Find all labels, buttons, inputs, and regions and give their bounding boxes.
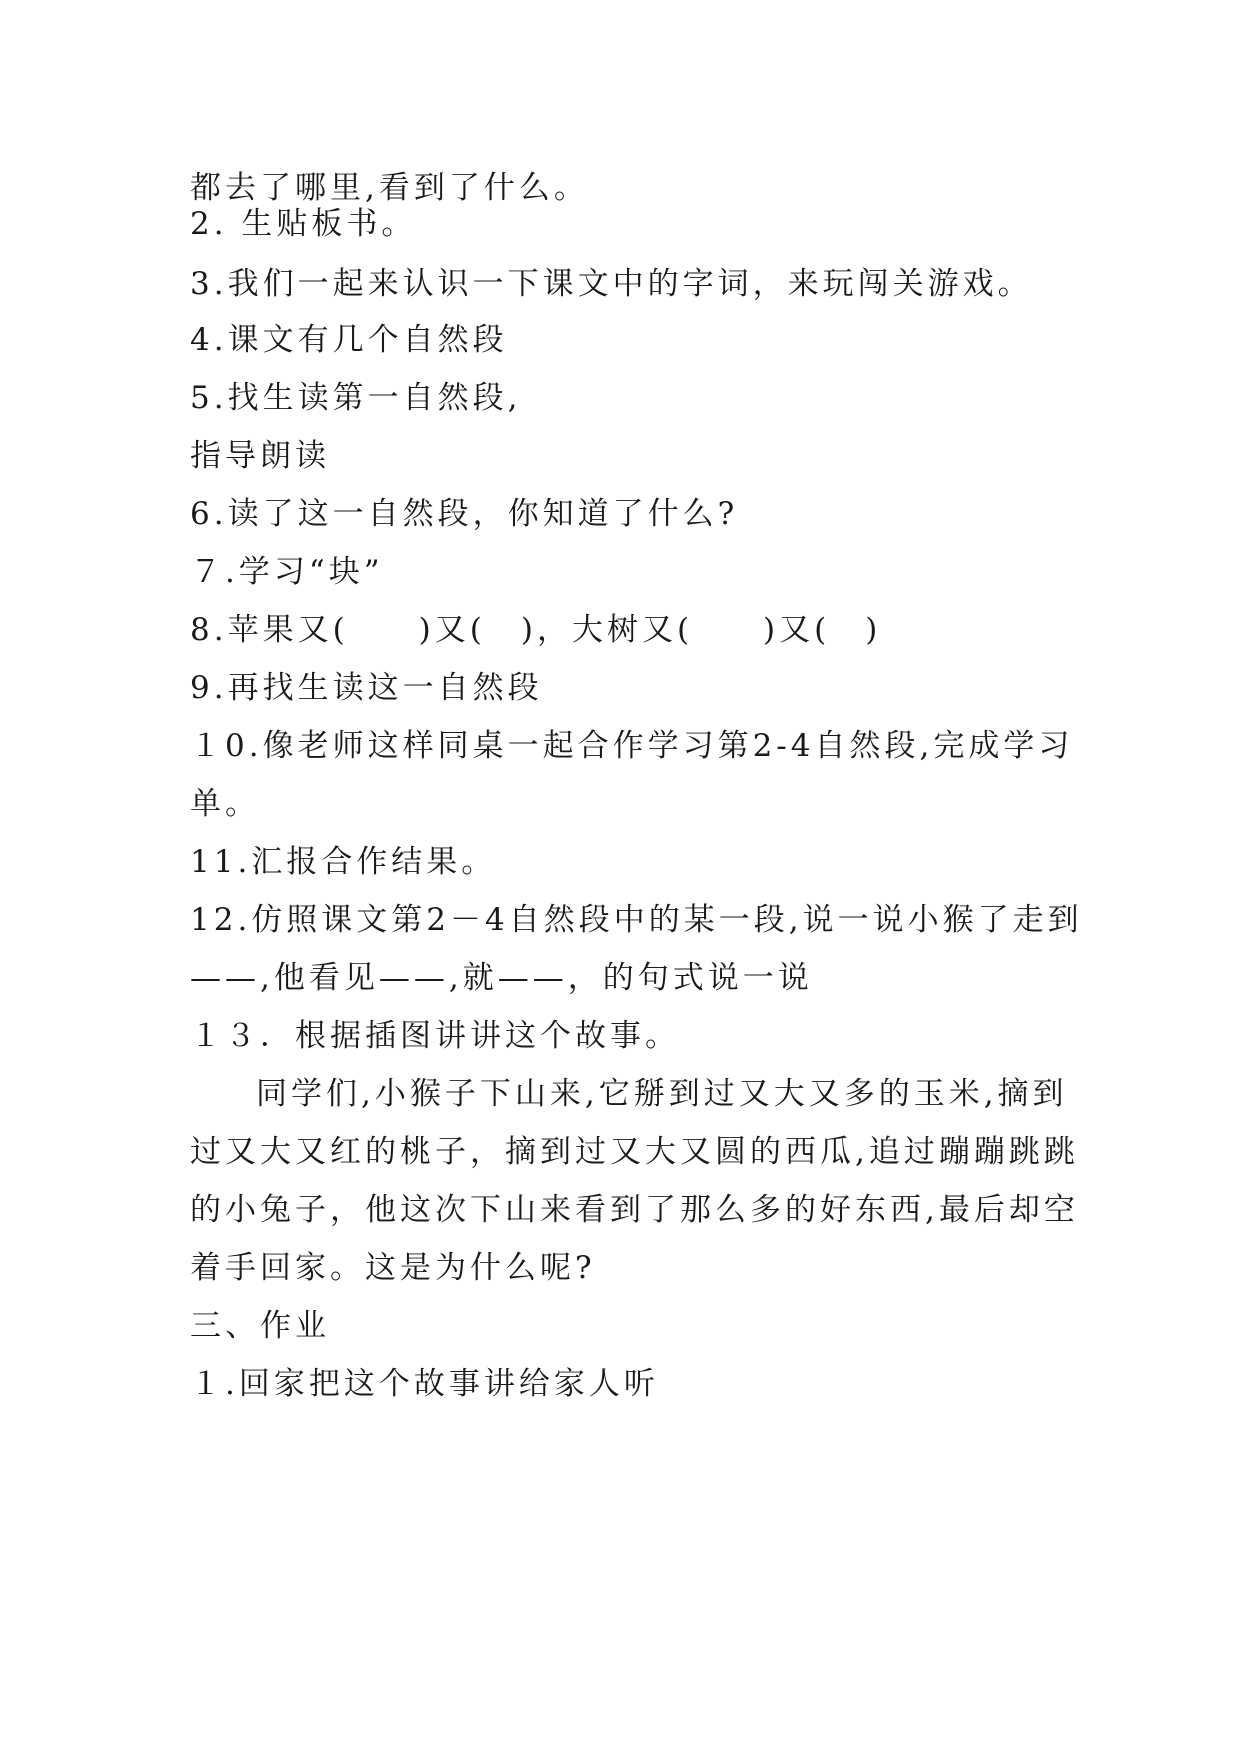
text-line: 单。 — [190, 786, 260, 822]
text-line: 的小兔子，他这次下山来看到了那么多的好东西,最后却空 — [190, 1192, 1079, 1228]
text-line: 12.仿照课文第2－4自然段中的某一段,说一说小猴了走到 — [190, 902, 1083, 938]
text-line: 2. 生贴板书。 — [190, 206, 417, 242]
text-line: １.回家把这个故事讲给家人听 — [190, 1366, 659, 1402]
text-line: ７.学习“块” — [190, 554, 384, 590]
text-line: 过又大又红的桃子，摘到过又大又圆的西瓜,追过蹦蹦跳跳 — [190, 1134, 1079, 1170]
text-line: 都去了哪里,看到了什么。 — [190, 170, 589, 206]
section-heading: 三、作业 — [190, 1308, 330, 1344]
text-line: 4.课文有几个自然段 — [190, 322, 508, 358]
paragraph-first-line: 同学们,小猴子下山来,它掰到过又大又多的玉米,摘到 — [256, 1076, 1068, 1112]
text-line: 11.汇报合作结果。 — [190, 844, 497, 880]
text-line: 8.苹果又( )又( )，大树又( )又( ) — [190, 612, 882, 648]
text-line: 指导朗读 — [190, 438, 330, 474]
text-line: 3.我们一起来认识一下课文中的字词，来玩闯关游戏。 — [190, 266, 1033, 302]
text-line: 5.找生读第一自然段, — [190, 380, 522, 416]
text-line: ——,他看见——,就——，的句式说一说 — [190, 960, 813, 996]
text-line: 着手回家。这是为什么呢? — [190, 1250, 596, 1286]
text-line: １0.像老师这样同桌一起合作学习第2-4自然段,完成学习 — [190, 728, 1074, 764]
text-line: 6.读了这一自然段，你知道了什么? — [190, 496, 739, 532]
text-line: １３．根据插图讲讲这个故事。 — [190, 1018, 680, 1054]
text-line: 9.再找生读这一自然段 — [190, 670, 543, 706]
